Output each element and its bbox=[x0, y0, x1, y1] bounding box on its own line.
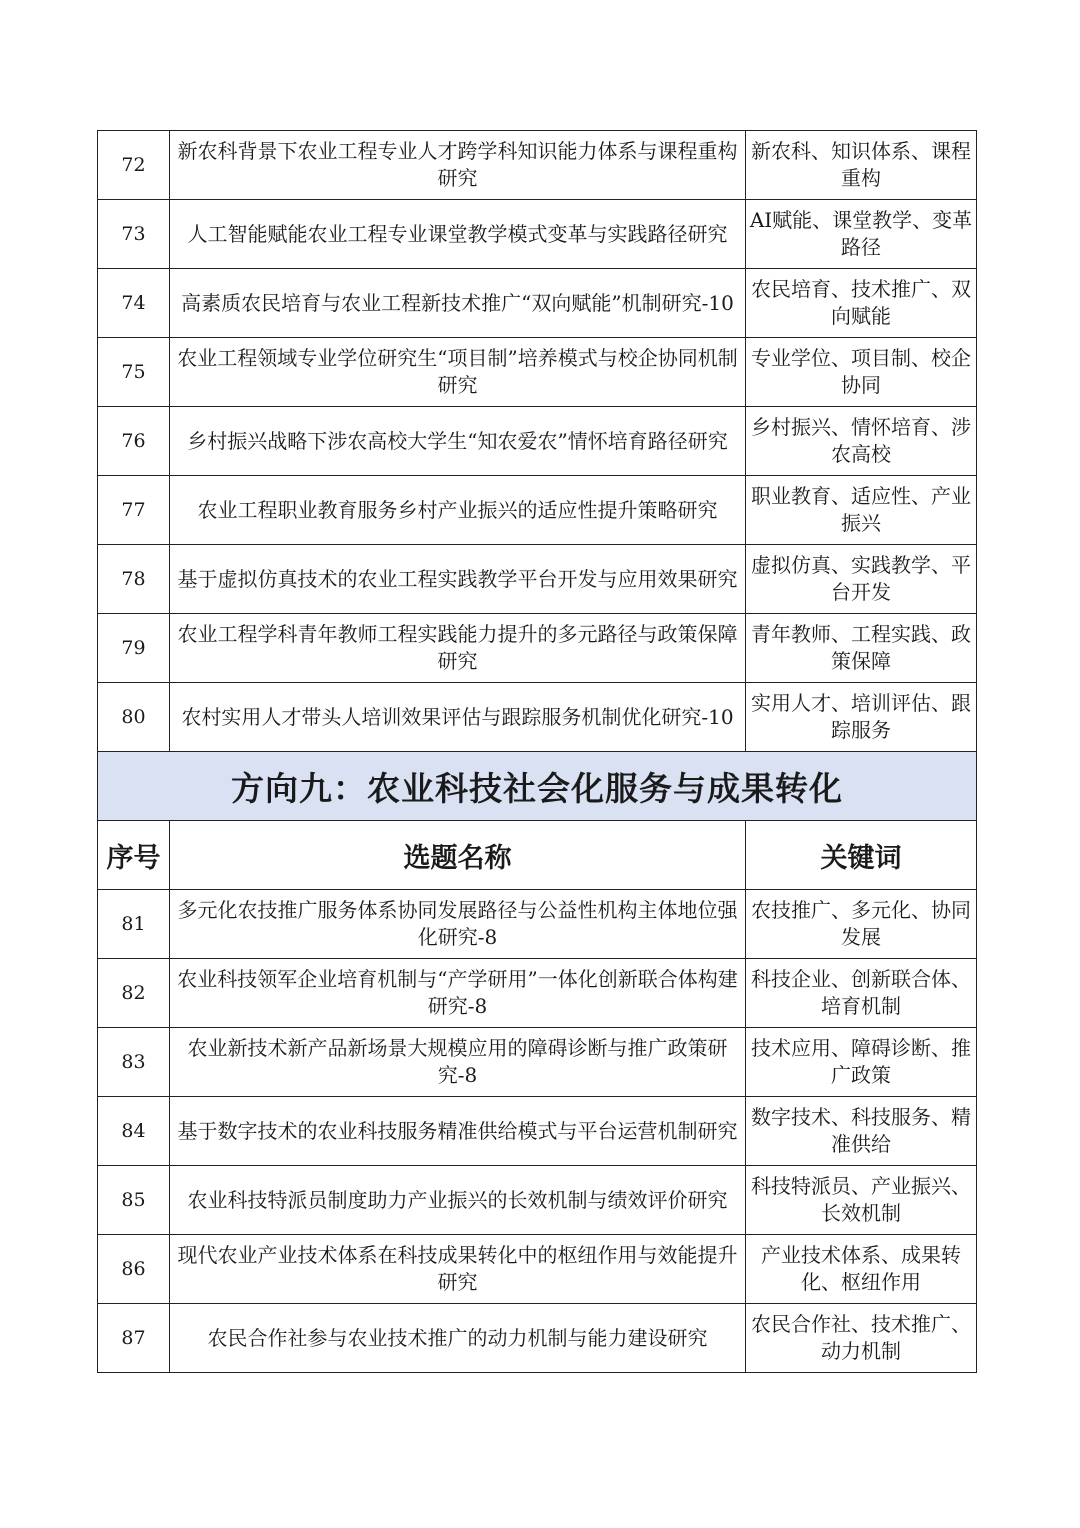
row-number: 74 bbox=[98, 269, 170, 338]
table-row bbox=[98, 338, 977, 407]
topic-title: 农业新技术新产品新场景大规模应用的障碍诊断与推广政策研究-8 bbox=[170, 1028, 746, 1097]
topic-keywords: 农技推广、多元化、协同发展 bbox=[746, 890, 977, 959]
topic-title: 农业工程职业教育服务乡村产业振兴的适应性提升策略研究 bbox=[170, 476, 746, 545]
table-row bbox=[98, 1097, 977, 1166]
topic-title: 基于虚拟仿真技术的农业工程实践教学平台开发与应用效果研究 bbox=[170, 545, 746, 614]
row-number: 75 bbox=[98, 338, 170, 407]
header-keywords: 关键词 bbox=[746, 821, 977, 890]
row-number: 82 bbox=[98, 959, 170, 1028]
table-row bbox=[98, 1304, 977, 1373]
section-title: 方向九：农业科技社会化服务与成果转化 bbox=[98, 752, 977, 821]
table-row bbox=[98, 683, 977, 752]
topic-keywords: 数字技术、科技服务、精准供给 bbox=[746, 1097, 977, 1166]
table-row bbox=[98, 269, 977, 338]
row-number: 72 bbox=[98, 131, 170, 200]
topic-title: 人工智能赋能农业工程专业课堂教学模式变革与实践路径研究 bbox=[170, 200, 746, 269]
topic-title: 新农科背景下农业工程专业人才跨学科知识能力体系与课程重构研究 bbox=[170, 131, 746, 200]
topic-title: 基于数字技术的农业科技服务精准供给模式与平台运营机制研究 bbox=[170, 1097, 746, 1166]
table-row bbox=[98, 890, 977, 959]
table-row bbox=[98, 1166, 977, 1235]
header-no: 序号 bbox=[98, 821, 170, 890]
header-row bbox=[98, 821, 977, 890]
topic-title: 农业工程学科青年教师工程实践能力提升的多元路径与政策保障研究 bbox=[170, 614, 746, 683]
row-number: 84 bbox=[98, 1097, 170, 1166]
topic-keywords: 农民培育、技术推广、双向赋能 bbox=[746, 269, 977, 338]
row-number: 76 bbox=[98, 407, 170, 476]
table-body-bottom bbox=[98, 890, 977, 1373]
topic-title: 农村实用人才带头人培训效果评估与跟踪服务机制优化研究-10 bbox=[170, 683, 746, 752]
row-number: 80 bbox=[98, 683, 170, 752]
topic-keywords: 科技企业、创新联合体、培育机制 bbox=[746, 959, 977, 1028]
table-row bbox=[98, 614, 977, 683]
topic-title: 农民合作社参与农业技术推广的动力机制与能力建设研究 bbox=[170, 1304, 746, 1373]
table-row bbox=[98, 959, 977, 1028]
header-title: 选题名称 bbox=[170, 821, 746, 890]
section-row bbox=[98, 752, 977, 821]
topic-title: 农业科技特派员制度助力产业振兴的长效机制与绩效评价研究 bbox=[170, 1166, 746, 1235]
table-row bbox=[98, 407, 977, 476]
topic-keywords: 产业技术体系、成果转化、枢纽作用 bbox=[746, 1235, 977, 1304]
topic-table bbox=[97, 130, 977, 1373]
table-row bbox=[98, 545, 977, 614]
row-number: 78 bbox=[98, 545, 170, 614]
topic-title: 现代农业产业技术体系在科技成果转化中的枢纽作用与效能提升研究 bbox=[170, 1235, 746, 1304]
topic-title: 农业工程领域专业学位研究生“项目制”培养模式与校企协同机制研究 bbox=[170, 338, 746, 407]
topic-title: 农业科技领军企业培育机制与“产学研用”一体化创新联合体构建研究-8 bbox=[170, 959, 746, 1028]
topic-keywords: 科技特派员、产业振兴、长效机制 bbox=[746, 1166, 977, 1235]
row-number: 79 bbox=[98, 614, 170, 683]
row-number: 73 bbox=[98, 200, 170, 269]
topic-keywords: 专业学位、项目制、校企协同 bbox=[746, 338, 977, 407]
row-number: 86 bbox=[98, 1235, 170, 1304]
row-number: 81 bbox=[98, 890, 170, 959]
row-number: 77 bbox=[98, 476, 170, 545]
topic-keywords: 实用人才、培训评估、跟踪服务 bbox=[746, 683, 977, 752]
topic-keywords: 职业教育、适应性、产业振兴 bbox=[746, 476, 977, 545]
table-row bbox=[98, 476, 977, 545]
topic-title: 乡村振兴战略下涉农高校大学生“知农爱农”情怀培育路径研究 bbox=[170, 407, 746, 476]
table-row bbox=[98, 131, 977, 200]
table-row bbox=[98, 1235, 977, 1304]
topic-keywords: 虚拟仿真、实践教学、平台开发 bbox=[746, 545, 977, 614]
topic-keywords: 青年教师、工程实践、政策保障 bbox=[746, 614, 977, 683]
table-row bbox=[98, 1028, 977, 1097]
row-number: 87 bbox=[98, 1304, 170, 1373]
topic-keywords: 农民合作社、技术推广、动力机制 bbox=[746, 1304, 977, 1373]
topic-keywords: 乡村振兴、情怀培育、涉农高校 bbox=[746, 407, 977, 476]
topic-title: 高素质农民培育与农业工程新技术推广“双向赋能”机制研究-10 bbox=[170, 269, 746, 338]
table-body-top bbox=[98, 131, 977, 752]
topic-keywords: AI赋能、课堂教学、变革路径 bbox=[746, 200, 977, 269]
table-row bbox=[98, 200, 977, 269]
section-block bbox=[98, 752, 977, 890]
topic-keywords: 技术应用、障碍诊断、推广政策 bbox=[746, 1028, 977, 1097]
topic-title: 多元化农技推广服务体系协同发展路径与公益性机构主体地位强化研究-8 bbox=[170, 890, 746, 959]
topic-keywords: 新农科、知识体系、课程重构 bbox=[746, 131, 977, 200]
row-number: 85 bbox=[98, 1166, 170, 1235]
row-number: 83 bbox=[98, 1028, 170, 1097]
